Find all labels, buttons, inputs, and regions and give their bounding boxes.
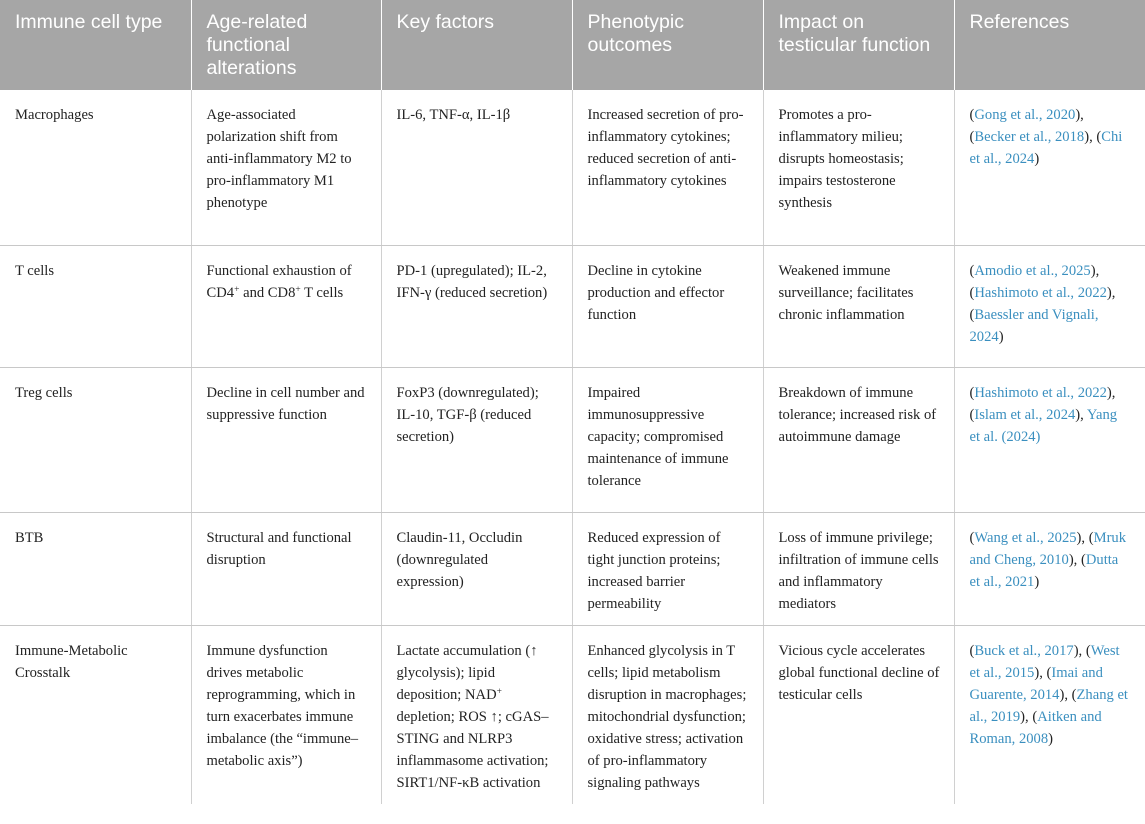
header-alterations: Age-related functional alterations	[191, 0, 381, 90]
header-impact: Impact on testicular function	[763, 0, 954, 90]
reference-link[interactable]: Hashimoto et al., 2022	[974, 284, 1107, 301]
reference-link[interactable]: Hashimoto et al., 2022	[974, 384, 1107, 401]
header-cell-type: Immune cell type	[0, 0, 191, 90]
cell-type: BTB	[0, 512, 191, 625]
reference-link[interactable]: Wang et al., 2025	[974, 529, 1077, 546]
reference-link[interactable]: Islam et al., 2024	[974, 406, 1076, 423]
cell-factors: FoxP3 (downregulated); IL-10, TGF-β (reduced secretion)	[381, 367, 572, 512]
cell-type: Treg cells	[0, 367, 191, 512]
cell-references: (Amodio et al., 2025), (Hashimoto et al., 2022), (Baessler and Vignali, 2024)	[954, 245, 1145, 367]
reference-link[interactable]: Yang et al. (2024)	[969, 406, 1118, 445]
reference-link[interactable]: Becker et al., 2018	[974, 129, 1085, 145]
cell-references: (Hashimoto et al., 2022), (Islam et al., 2024), Yang et al. (2024)	[954, 367, 1145, 512]
cell-outcomes: Enhanced glycolysis in T cells; lipid metabolism disruption in macrophages; mitochondrial dysfunction; oxidative stress; activation of pro-inflammatory signaling pathways	[572, 625, 763, 804]
reference-link[interactable]: Chi et al., 2024	[969, 129, 1123, 167]
header-references: References	[954, 0, 1145, 90]
cell-outcomes: Decline in cytokine production and effector function	[572, 245, 763, 367]
reference-link[interactable]: Aitken and Roman, 2008	[969, 708, 1102, 747]
cell-outcomes: Impaired immunosuppressive capacity; compromised maintenance of immune tolerance	[572, 367, 763, 512]
cell-type: T cells	[0, 245, 191, 367]
cell-outcomes: Reduced expression of tight junction proteins; increased barrier permeability	[572, 512, 763, 625]
header-row	[0, 0, 1145, 90]
reference-link[interactable]: Dutta et al., 2021	[969, 551, 1119, 590]
cell-factors: Claudin-11, Occludin (downregulated expression)	[381, 512, 572, 625]
table-row	[0, 512, 1145, 625]
cell-alterations: Structural and functional disruption	[191, 512, 381, 625]
reference-link[interactable]: Zhang et al., 2019	[969, 686, 1128, 725]
cell-alterations: Age-associated polarization shift from anti-inflammatory M2 to pro-inflammatory M1 phenotype	[191, 90, 381, 245]
cell-alterations: Functional exhaustion of CD4+ and CD8+ T cells	[191, 245, 381, 367]
cell-factors: Lactate accumulation (↑ glycolysis); lipid deposition; NAD+ depletion; ROS ↑; cGAS–STING and NLRP3 inflammasome activation; SIRT1/NF-κB activation	[381, 625, 572, 804]
reference-link[interactable]: Imai and Guarente, 2014	[969, 664, 1103, 703]
cell-alterations: Immune dysfunction drives metabolic reprogramming, which in turn exacerbates immune imbalance (the “immune–metabolic axis”)	[191, 625, 381, 804]
cell-type: Macrophages	[0, 90, 191, 245]
cell-references: (Buck et al., 2017), (West et al., 2015), (Imai and Guarente, 2014), (Zhang et al., 2019), (Aitken and Roman, 2008)	[954, 625, 1145, 804]
cell-alterations: Decline in cell number and suppressive function	[191, 367, 381, 512]
cell-factors: PD-1 (upregulated); IL-2, IFN-γ (reduced secretion)	[381, 245, 572, 367]
cell-factors: IL-6, TNF-α, IL-1β	[381, 90, 572, 245]
cell-impact: Promotes a pro-inflammatory milieu; disrupts homeostasis; impairs testosterone synthesis	[763, 90, 954, 245]
cell-impact: Weakened immune surveillance; facilitates chronic inflammation	[763, 245, 954, 367]
reference-link[interactable]: Mruk and Cheng, 2010	[969, 529, 1127, 568]
cell-outcomes: Increased secretion of pro-inflammatory cytokines; reduced secretion of anti-inflammatory cytokines	[572, 90, 763, 245]
table-row	[0, 245, 1145, 367]
cell-type: Immune-Metabolic Crosstalk	[15, 642, 128, 681]
table-row	[0, 367, 1145, 512]
reference-link[interactable]: Buck et al., 2017	[974, 642, 1074, 659]
cell-references: (Gong et al., 2020), (Becker et al., 2018), (Chi et al., 2024)	[954, 90, 1145, 245]
cell-references: (Wang et al., 2025), (Mruk and Cheng, 2010), (Dutta et al., 2021)	[954, 512, 1145, 625]
cell-impact: Vicious cycle accelerates global functional decline of testicular cells	[763, 625, 954, 804]
reference-link[interactable]: Baessler and Vignali, 2024	[969, 306, 1099, 345]
cell-impact: Breakdown of immune tolerance; increased risk of autoimmune damage	[763, 367, 954, 512]
cell-impact: Loss of immune privilege; infiltration of immune cells and inflammatory mediators	[763, 512, 954, 625]
table-row	[0, 625, 1145, 804]
header-key-factors: Key factors	[381, 0, 572, 90]
reference-link[interactable]: West et al., 2015	[969, 642, 1120, 681]
table-row	[0, 90, 1145, 245]
reference-link[interactable]: Amodio et al., 2025	[974, 262, 1091, 279]
header-outcomes: Phenotypic outcomes	[572, 0, 763, 90]
reference-link[interactable]: Gong et al., 2020	[974, 107, 1076, 123]
